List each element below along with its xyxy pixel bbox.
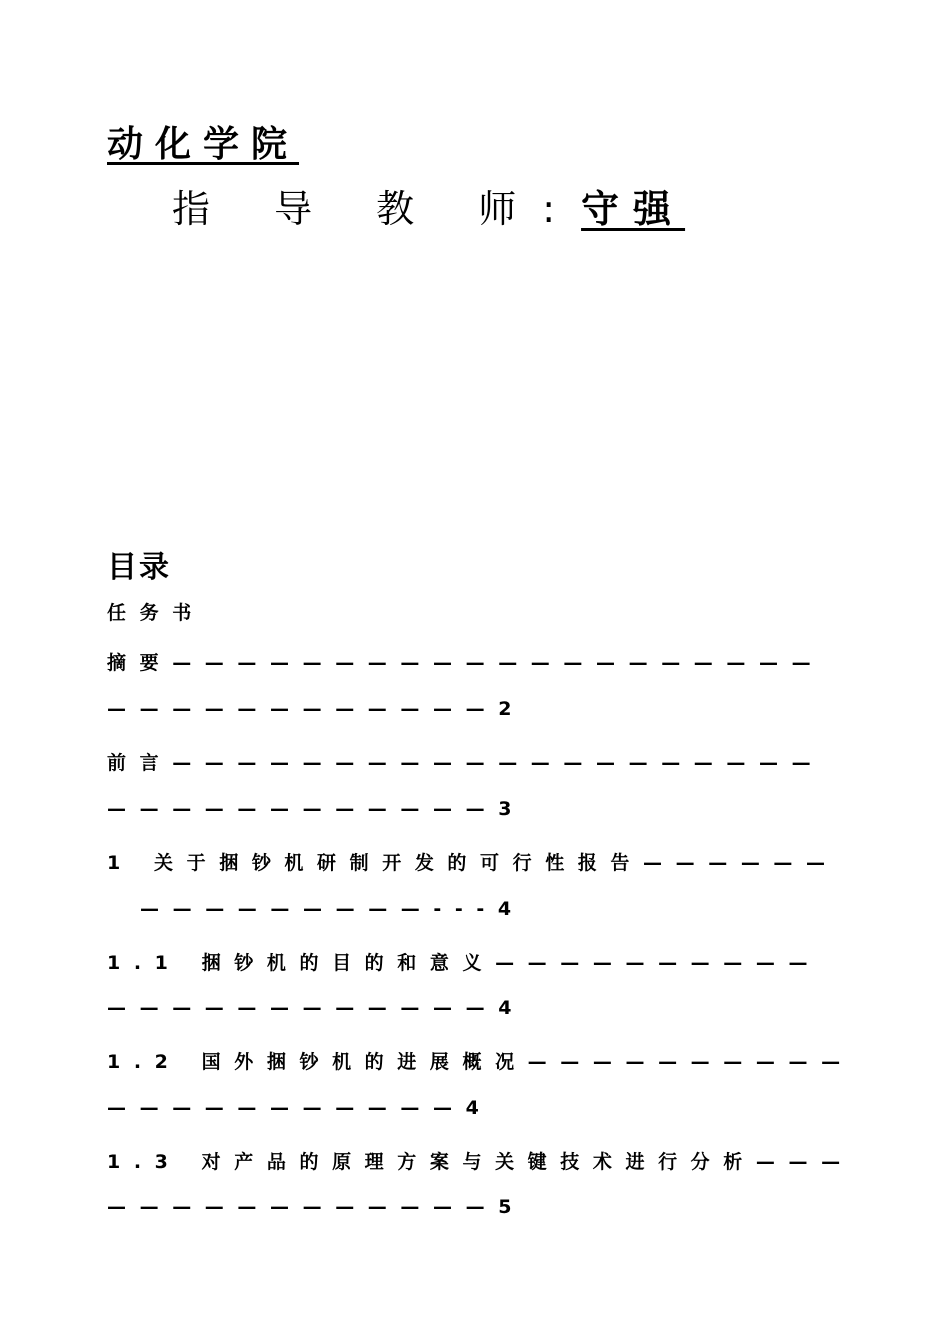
toc-title: 目录 bbox=[107, 550, 171, 585]
toc-entry-chapter-1-cont: —————————---4 bbox=[140, 898, 525, 920]
toc-entry-section-1-3: 1.3 对产品的原理方案与关键技术进行分析——— bbox=[107, 1151, 854, 1173]
toc-entry-section-1-1: 1.1 捆钞机的目的和意义—————————— bbox=[107, 952, 822, 974]
advisor-label: 指 导 教 师: bbox=[172, 187, 582, 231]
college-name: 动化学院 bbox=[107, 124, 300, 165]
advisor-line bbox=[172, 178, 685, 233]
toc-entry-section-1-2: 1.2 国外捆钞机的进展概况—————————— bbox=[107, 1051, 854, 1073]
toc-entry-section-1-1-cont: ————————————4 bbox=[107, 997, 526, 1019]
toc-entry-section-1-2-cont: ———————————4 bbox=[107, 1097, 493, 1119]
toc-entry-preface-cont: ————————————3 bbox=[107, 798, 526, 820]
toc-entry-task-book: 任务书 bbox=[107, 602, 205, 624]
toc-entry-abstract: 摘要———————————————————— bbox=[107, 652, 825, 674]
toc-entry-chapter-1: 1 关于捆钞机研制开发的可行性报告—————— bbox=[107, 852, 839, 874]
toc-entry-preface: 前言———————————————————— bbox=[107, 752, 825, 774]
advisor-name: 守强 bbox=[581, 187, 686, 231]
toc-entry-section-1-3-cont: ————————————5 bbox=[107, 1196, 526, 1218]
toc-entry-abstract-cont: ————————————2 bbox=[107, 698, 526, 720]
